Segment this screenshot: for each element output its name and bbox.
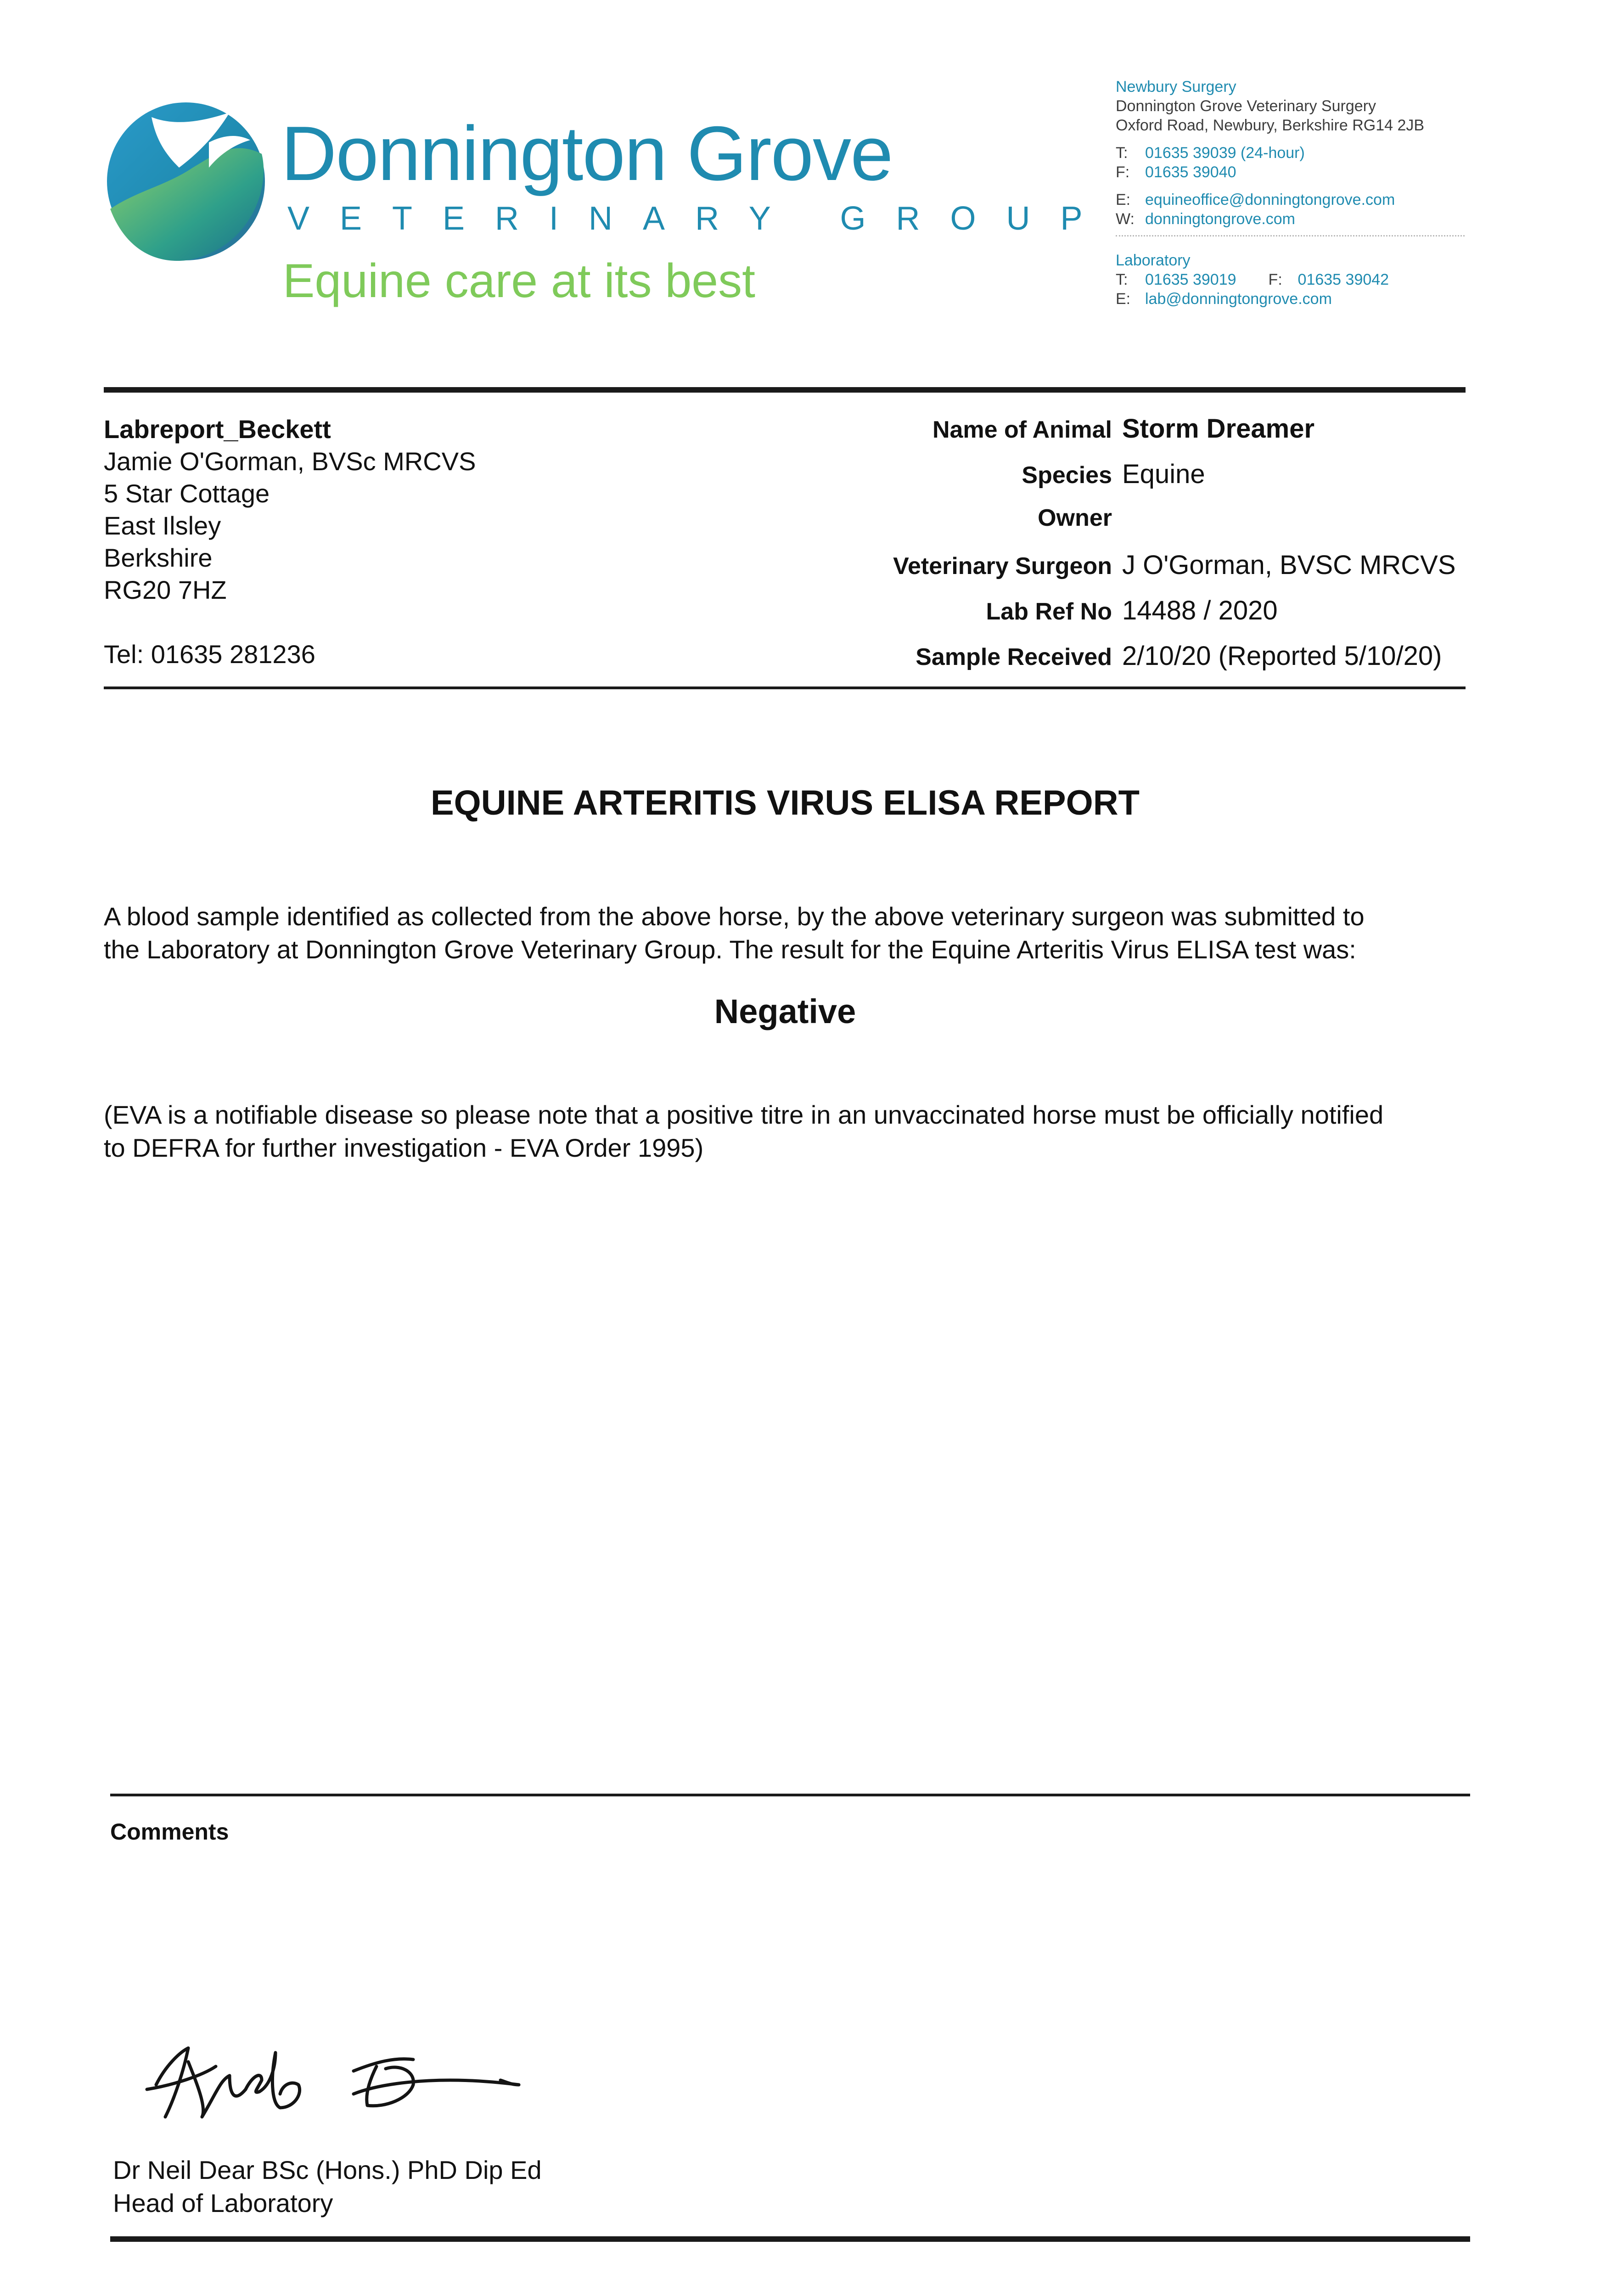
lab-ref-value: 14488 / 2020 bbox=[1122, 596, 1278, 625]
owner-label: Owner bbox=[1038, 505, 1112, 531]
info-divider bbox=[104, 687, 1466, 689]
sample-received-label: Sample Received bbox=[916, 644, 1112, 670]
report-title: EQUINE ARTERITIS VIRUS ELISA REPORT bbox=[430, 783, 1140, 822]
animal-name-row bbox=[826, 413, 1456, 459]
species-row bbox=[826, 459, 1456, 504]
lab-ref-label: Lab Ref No bbox=[986, 598, 1112, 625]
laboratory-email-row bbox=[1116, 289, 1465, 309]
address-line: Jamie O'Gorman, BVSc MRCVS bbox=[104, 447, 476, 476]
surgery-fax-row bbox=[1116, 163, 1465, 182]
sample-received-value: 2/10/20 (Reported 5/10/20) bbox=[1122, 641, 1442, 671]
email-label: E: bbox=[1116, 290, 1131, 308]
laboratory-heading: Laboratory bbox=[1116, 252, 1191, 269]
contact-divider bbox=[1116, 235, 1465, 236]
report-intro-line: A blood sample identified as collected from the above horse, by the above veterinary surgeon was submitted to bbox=[104, 902, 1365, 931]
laboratory-phone[interactable]: 01635 39019 bbox=[1145, 271, 1236, 288]
lab-ref-row bbox=[826, 595, 1456, 641]
report-intro-line: the Laboratory at Donnington Grove Veterinary Group. The result for the Equine Arteritis Virus ELISA test was: bbox=[104, 935, 1356, 964]
surgery-fax: 01635 39040 bbox=[1145, 163, 1236, 181]
comments-divider bbox=[110, 1794, 1470, 1796]
phone-label: T: bbox=[1116, 271, 1128, 288]
email-label: E: bbox=[1116, 191, 1131, 208]
footer-divider bbox=[110, 2236, 1470, 2242]
header-divider bbox=[104, 387, 1466, 393]
animal-name-label: Name of Animal bbox=[932, 416, 1112, 443]
animal-name-value: Storm Dreamer bbox=[1122, 414, 1315, 444]
recipient-phone: Tel: 01635 281236 bbox=[104, 640, 315, 669]
brand-name: Donnington Grove bbox=[281, 110, 893, 197]
surgery-email-link[interactable]: equineoffice@donningtongrove.com bbox=[1145, 191, 1395, 208]
vet-label: Veterinary Surgeon bbox=[893, 553, 1112, 580]
surgery-web-row bbox=[1116, 209, 1465, 229]
report-note-line: to DEFRA for further investigation - EVA Order 1995) bbox=[104, 1133, 704, 1162]
surgery-contact-block bbox=[1116, 77, 1465, 229]
vet-value: J O'Gorman, BVSC MRCVS bbox=[1122, 550, 1456, 580]
surgery-email-row bbox=[1116, 190, 1465, 209]
sample-received-row bbox=[826, 641, 1456, 686]
comments-heading: Comments bbox=[110, 1819, 229, 1845]
report-intro bbox=[104, 900, 1481, 966]
test-result: Negative bbox=[714, 992, 856, 1030]
recipient-address bbox=[104, 413, 476, 670]
web-label: W: bbox=[1116, 210, 1135, 228]
brand-logo-icon bbox=[96, 99, 275, 264]
surgery-address-line: Oxford Road, Newbury, Berkshire RG14 2JB bbox=[1116, 117, 1425, 134]
surgery-web-link[interactable]: donningtongrove.com bbox=[1145, 210, 1296, 228]
signatory-name: Dr Neil Dear BSc (Hons.) PhD Dip Ed bbox=[113, 2155, 542, 2184]
brand-subtitle: VETERINARY GROUP bbox=[287, 200, 1113, 237]
laboratory-fax: 01635 39042 bbox=[1297, 271, 1389, 288]
address-line: 5 Star Cottage bbox=[104, 479, 270, 508]
phone-label: T: bbox=[1116, 144, 1128, 162]
signature-image bbox=[138, 2016, 533, 2135]
animal-details bbox=[826, 413, 1456, 686]
address-line: East Ilsley bbox=[104, 511, 221, 540]
owner-row bbox=[826, 504, 1456, 550]
brand-tagline: Equine care at its best bbox=[283, 254, 756, 308]
laboratory-phone-row bbox=[1116, 270, 1465, 289]
address-line: Berkshire bbox=[104, 543, 213, 572]
surgery-phone[interactable]: 01635 39039 (24-hour) bbox=[1145, 144, 1305, 162]
species-label: Species bbox=[1022, 462, 1112, 489]
fax-label: F: bbox=[1268, 271, 1282, 288]
signatory-title: Head of Laboratory bbox=[113, 2189, 333, 2217]
fax-label: F: bbox=[1116, 163, 1130, 181]
recipient-name: Labreport_Beckett bbox=[104, 415, 331, 444]
report-note bbox=[104, 1098, 1481, 1165]
report-note-line: (EVA is a notifiable disease so please note that a positive titre in an unvaccinated horse must be officially notified bbox=[104, 1100, 1384, 1129]
laboratory-email-link[interactable]: lab@donningtongrove.com bbox=[1145, 290, 1332, 308]
laboratory-contact-block bbox=[1116, 251, 1465, 309]
vet-row bbox=[826, 550, 1456, 595]
address-line: RG20 7HZ bbox=[104, 575, 227, 604]
signatory bbox=[113, 2154, 542, 2220]
surgery-address-line: Donnington Grove Veterinary Surgery bbox=[1116, 97, 1376, 115]
surgery-phone-row bbox=[1116, 143, 1465, 163]
species-value: Equine bbox=[1122, 459, 1205, 489]
surgery-heading: Newbury Surgery bbox=[1116, 78, 1236, 96]
